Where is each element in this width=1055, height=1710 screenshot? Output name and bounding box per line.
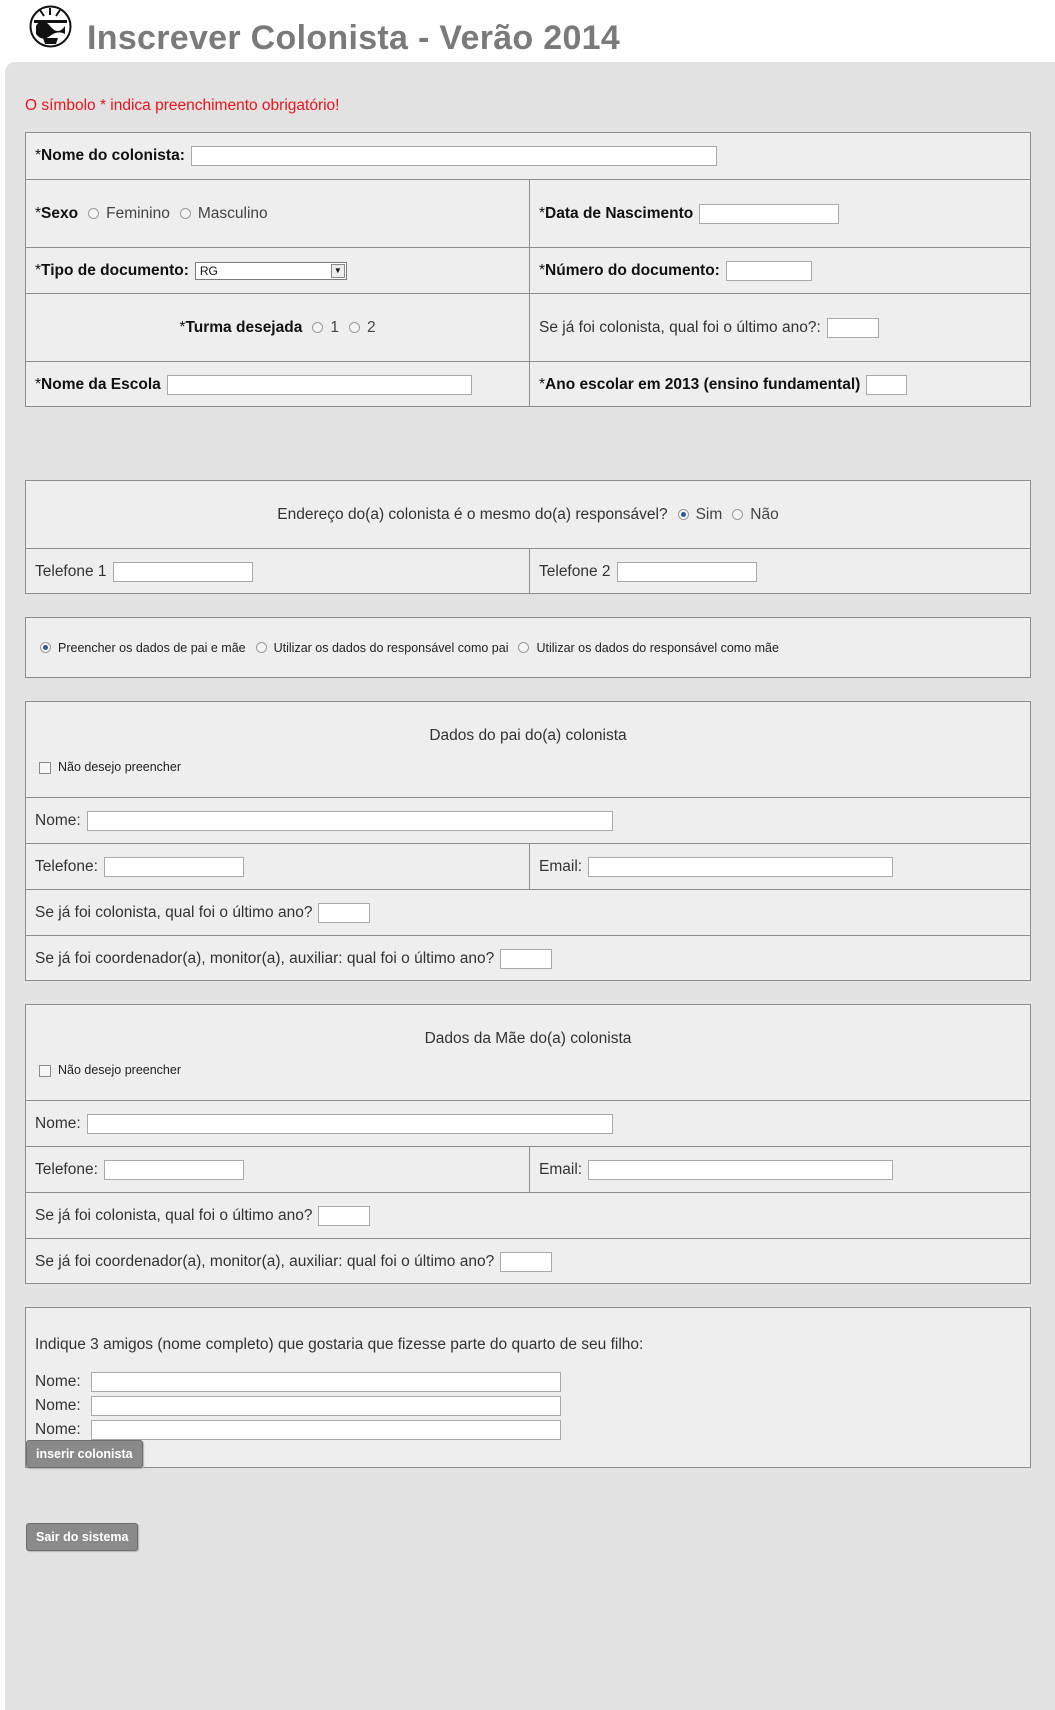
- address-yes-radio[interactable]: [678, 509, 689, 520]
- mother-email-label: Email:: [539, 1160, 583, 1178]
- father-header-row: [26, 702, 1030, 797]
- birth-date-label: Data de Nascimento: [545, 204, 694, 222]
- school-label: Nome da Escola: [41, 375, 161, 393]
- logout-button[interactable]: Sair do sistema: [26, 1523, 138, 1551]
- mother-colonist-year-label: Se já foi colonista, qual foi o último ano?: [35, 1206, 313, 1224]
- school-input[interactable]: [167, 375, 472, 395]
- doc-type-select[interactable]: [195, 262, 347, 280]
- father-colonist-year-label: Se já foi colonista, qual foi o último ano?: [35, 903, 313, 921]
- sex-birth-row: * Sexo Feminino Masculino * Data de Nascimento: [26, 179, 1030, 247]
- doc-number-label: Número do documento:: [545, 261, 720, 279]
- phones-row: [26, 548, 1030, 594]
- required-note: O símbolo * indica preenchimento obrigatório!: [25, 97, 340, 114]
- friends-prompt: Indique 3 amigos (nome completo) que gostaria que fizesse parte do quarto de seu filho:: [35, 1336, 644, 1353]
- father-phone-label: Telefone:: [35, 857, 98, 875]
- mother-section-title: Dados da Mãe do(a) colonista: [424, 1030, 632, 1047]
- page-header: [0, 0, 1055, 62]
- parent-options-row: [26, 618, 1030, 677]
- friend-row: [35, 1396, 561, 1416]
- father-staff-year-label: Se já foi coordenador(a), monitor(a), auxiliar: qual foi o último ano?: [35, 949, 495, 967]
- colonist-name-label: Nome do colonista:: [41, 147, 185, 164]
- chevron-down-icon[interactable]: ▼: [331, 264, 345, 278]
- parent-options-panel: [25, 617, 1031, 678]
- father-skip-label: Não desejo preencher: [58, 760, 181, 774]
- sex-feminino-radio[interactable]: [88, 208, 99, 219]
- friend-2-input[interactable]: [91, 1396, 561, 1416]
- father-colonist-year-input[interactable]: [318, 903, 370, 923]
- document-row: * Tipo de documento: RG ▼ * Número do documento:: [26, 247, 1030, 293]
- colonist-panel: [25, 132, 1031, 407]
- friend-1-input[interactable]: [91, 1372, 561, 1392]
- father-name-input[interactable]: [87, 811, 613, 831]
- sex-masculino-label: Masculino: [197, 204, 268, 222]
- mother-skip-label: Não desejo preencher: [58, 1063, 181, 1077]
- fill-both-parents-radio[interactable]: [40, 642, 51, 653]
- mother-email-input[interactable]: [588, 1160, 893, 1180]
- class-2-radio[interactable]: [349, 322, 360, 333]
- school-year-label: Ano escolar em 2013 (ensino fundamental): [545, 375, 861, 393]
- name-row: * Nome do colonista:: [26, 133, 1030, 179]
- last-year-label: Se já foi colonista, qual foi o último ano?:: [539, 318, 821, 336]
- phone1-label: Telefone 1: [35, 562, 107, 580]
- use-responsible-as-mother-radio[interactable]: [518, 642, 529, 653]
- address-no-radio[interactable]: [732, 509, 743, 520]
- mother-colonist-year-input[interactable]: [318, 1206, 370, 1226]
- use-responsible-as-father-radio[interactable]: [256, 642, 267, 653]
- class-2-label: 2: [366, 318, 376, 336]
- use-responsible-as-father-label: Utilizar os dados do responsável como pai: [273, 640, 509, 655]
- mother-panel: [25, 1004, 1031, 1284]
- class-1-label: 1: [330, 318, 339, 336]
- father-section-title: Dados do pai do(a) colonista: [429, 727, 627, 744]
- last-year-input[interactable]: [827, 318, 879, 338]
- address-yes-label: Sim: [695, 505, 723, 523]
- sex-masculino-radio[interactable]: [180, 208, 191, 219]
- mother-phone-input[interactable]: [104, 1160, 244, 1180]
- mother-phone-label: Telefone:: [35, 1160, 98, 1178]
- mother-name-row: [26, 1100, 1030, 1146]
- sex-feminino-label: Feminino: [106, 204, 170, 222]
- mother-staff-year-input[interactable]: [500, 1252, 552, 1272]
- class-label: Turma desejada: [185, 318, 303, 336]
- class-1-radio[interactable]: [312, 322, 323, 333]
- school-year-input[interactable]: [866, 375, 907, 395]
- address-question-row: [26, 481, 1030, 548]
- friends-panel: [25, 1307, 1031, 1468]
- mother-name-input[interactable]: [87, 1114, 613, 1134]
- sex-label: Sexo: [41, 204, 79, 222]
- father-skip-checkbox[interactable]: [39, 762, 51, 774]
- class-row: * Turma desejada 1 2 Se já foi colonista, qual foi o último ano?:: [26, 293, 1030, 361]
- mother-colonist-year-row: [26, 1192, 1030, 1238]
- address-no-label: Não: [750, 505, 779, 523]
- school-row: * Nome da Escola * Ano escolar em 2013 (ensino fundamental): [26, 361, 1030, 407]
- mother-staff-year-label: Se já foi coordenador(a), monitor(a), auxiliar: qual foi o último ano?: [35, 1252, 495, 1270]
- father-email-label: Email:: [539, 857, 583, 875]
- father-staff-year-input[interactable]: [500, 949, 552, 969]
- mother-contact-row: [26, 1146, 1030, 1192]
- address-question: Endereço do(a) colonista é o mesmo do(a) responsável?: [277, 505, 668, 523]
- friend-3-input[interactable]: [91, 1420, 561, 1440]
- colonist-name-input[interactable]: [191, 146, 717, 166]
- father-contact-row: [26, 843, 1030, 889]
- father-phone-input[interactable]: [104, 857, 244, 877]
- phone2-input[interactable]: [617, 562, 757, 582]
- friend-row: [35, 1372, 561, 1392]
- address-panel: [25, 480, 1031, 594]
- fill-both-parents-label: Preencher os dados de pai e mãe: [58, 640, 246, 655]
- logo-icon: [28, 4, 73, 49]
- father-name-row: [26, 797, 1030, 843]
- mother-skip-checkbox[interactable]: [39, 1065, 51, 1077]
- friend-3-label: Nome:: [35, 1421, 81, 1439]
- father-name-label: Nome:: [35, 811, 81, 829]
- father-staff-year-row: [26, 935, 1030, 981]
- mother-name-label: Nome:: [35, 1114, 81, 1132]
- friend-1-label: Nome:: [35, 1373, 81, 1391]
- doc-number-input[interactable]: [726, 261, 812, 281]
- page-title: Inscrever Colonista - Verão 2014: [87, 19, 621, 57]
- friend-2-label: Nome:: [35, 1397, 81, 1415]
- father-panel: [25, 701, 1031, 981]
- use-responsible-as-mother-label: Utilizar os dados do responsável como mãe: [536, 640, 779, 655]
- phone1-input[interactable]: [113, 562, 253, 582]
- insert-colonist-button[interactable]: inserir colonista: [26, 1440, 143, 1468]
- father-colonist-year-row: [26, 889, 1030, 935]
- doc-type-value: RG: [199, 263, 218, 278]
- phone2-label: Telefone 2: [539, 562, 611, 580]
- friend-row: [35, 1420, 561, 1440]
- mother-header-row: [26, 1005, 1030, 1100]
- doc-type-label: Tipo de documento:: [41, 261, 189, 279]
- mother-staff-year-row: [26, 1238, 1030, 1284]
- birth-date-input[interactable]: [699, 204, 839, 224]
- form-container: [5, 62, 1055, 1710]
- father-email-input[interactable]: [588, 857, 893, 877]
